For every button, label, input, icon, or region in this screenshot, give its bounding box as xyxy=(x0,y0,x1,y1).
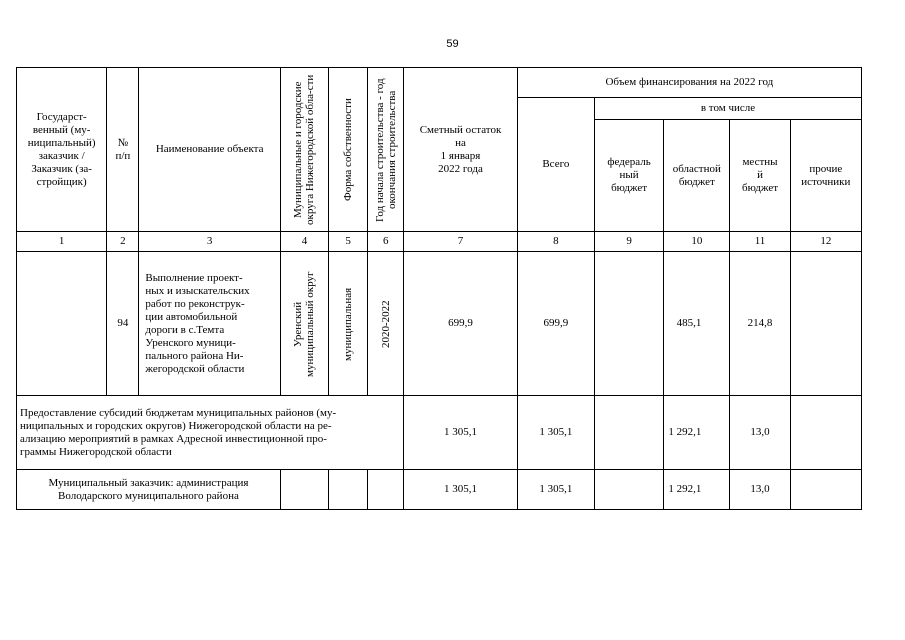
object-name: Выполнение проект- ных и изыскательских работ по реконструк- ции автомобильной дороги в с.Темта Уренского муници- пального района Ни- жегородской области xyxy=(139,252,280,396)
subsidy-row xyxy=(17,396,862,470)
col-number: 6 xyxy=(368,232,404,252)
customer-regional: 1 292,1 xyxy=(664,470,730,510)
object-other xyxy=(790,252,861,396)
object-district-cell xyxy=(280,252,328,396)
subsidy-local: 13,0 xyxy=(730,396,790,470)
investment-table xyxy=(16,67,862,510)
subsidy-total: 1 305,1 xyxy=(517,396,594,470)
header-funding-group: Объем финансирования на 2022 год xyxy=(517,68,861,98)
col-number: 11 xyxy=(730,232,790,252)
header-district-cell xyxy=(280,68,328,232)
col-number: 7 xyxy=(404,232,517,252)
page-number: 59 xyxy=(446,38,459,50)
object-remainder: 699,9 xyxy=(404,252,517,396)
subsidy-other xyxy=(790,396,861,470)
header-including: в том числе xyxy=(594,98,861,120)
object-regional: 485,1 xyxy=(664,252,730,396)
header-regional: областной бюджет xyxy=(664,120,730,232)
header-remainder: Сметный остаток на 1 января 2022 года xyxy=(404,68,517,232)
object-customer xyxy=(17,252,107,396)
header-number: № п/п xyxy=(107,68,139,232)
subsidy-description: Предоставление субсидий бюджетам муниципальных районов (му- ниципальных и городских округов) Нижегородской области на ре- ализацию мероприятий в рамках Адресной инвестиционной про- граммы Нижегородской области xyxy=(17,396,404,470)
col-number: 10 xyxy=(664,232,730,252)
customer-row xyxy=(17,470,862,510)
subsidy-remainder: 1 305,1 xyxy=(404,396,517,470)
object-ownership-cell xyxy=(329,252,368,396)
col-number: 12 xyxy=(790,232,861,252)
object-years: 2020-2022 xyxy=(379,299,392,348)
header-total: Всего xyxy=(517,98,594,232)
customer-years xyxy=(368,470,404,510)
object-years-cell xyxy=(368,252,404,396)
header-years-cell xyxy=(368,68,404,232)
header-years: Год начала строительства - год окончания строительства xyxy=(373,77,398,222)
object-district: Уренский муниципальный округ xyxy=(292,270,317,377)
customer-remainder: 1 305,1 xyxy=(404,470,517,510)
header-customer: Государст- венный (му- ниципальный) заказчик / Заказчик (за- стройщик) xyxy=(17,68,107,232)
header-district: Муниципальные и городские округа Нижегородской обла-сти xyxy=(292,74,317,225)
col-number: 2 xyxy=(107,232,139,252)
header-federal: федераль ный бюджет xyxy=(594,120,663,232)
customer-description: Муниципальный заказчик: администрация Володарского муниципального района xyxy=(17,470,281,510)
col-number: 9 xyxy=(594,232,663,252)
col-number: 4 xyxy=(280,232,328,252)
customer-total: 1 305,1 xyxy=(517,470,594,510)
object-total: 699,9 xyxy=(517,252,594,396)
customer-ownership xyxy=(329,470,368,510)
customer-other xyxy=(790,470,861,510)
col-number: 3 xyxy=(139,232,280,252)
object-local: 214,8 xyxy=(730,252,790,396)
column-number-row xyxy=(17,232,862,252)
object-row xyxy=(17,252,862,396)
header-local: местны й бюджет xyxy=(730,120,790,232)
subsidy-federal xyxy=(594,396,663,470)
col-number: 1 xyxy=(17,232,107,252)
col-number: 8 xyxy=(517,232,594,252)
col-number: 5 xyxy=(329,232,368,252)
customer-federal xyxy=(594,470,663,510)
object-number: 94 xyxy=(107,252,139,396)
customer-district xyxy=(280,470,328,510)
object-ownership: муниципальная xyxy=(342,286,355,361)
header-object-name: Наименование объекта xyxy=(139,68,280,232)
header-ownership: Форма собственности xyxy=(342,98,355,201)
customer-local: 13,0 xyxy=(730,470,790,510)
header-other: прочие источники xyxy=(790,120,861,232)
header-ownership-cell xyxy=(329,68,368,232)
subsidy-regional: 1 292,1 xyxy=(664,396,730,470)
object-federal xyxy=(594,252,663,396)
